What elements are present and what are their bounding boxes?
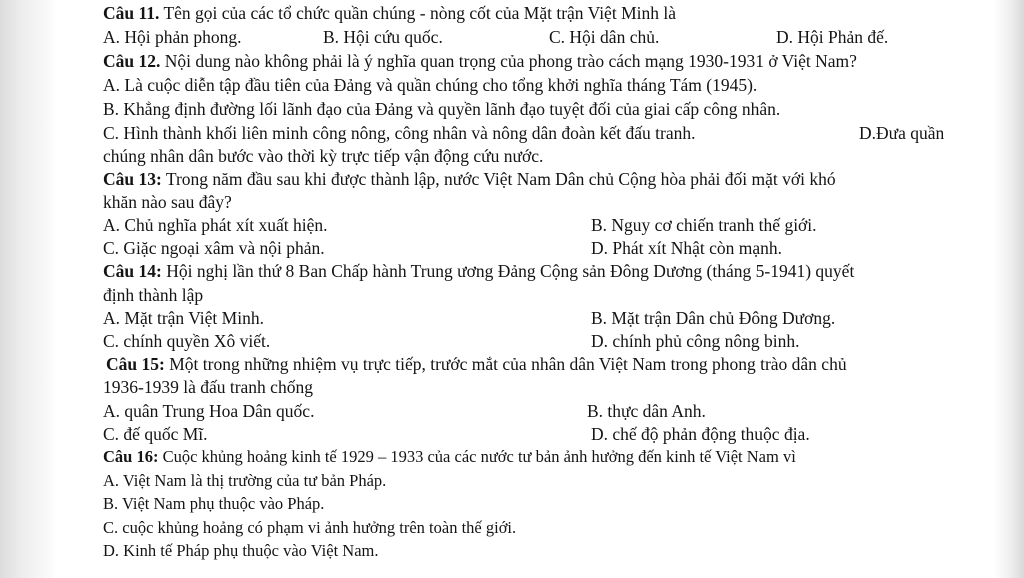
question-16-option-a: A. Việt Nam là thị trường của tư bản Pháp. bbox=[103, 471, 387, 490]
page-left-shadow bbox=[0, 0, 58, 578]
question-11-label: Câu 11. bbox=[103, 3, 160, 23]
question-14-text: Hội nghị lần thứ 8 Ban Chấp hành Trung ương Đảng Cộng sản Đông Dương (tháng 5-1941) quyết bbox=[161, 261, 855, 281]
question-13-label: Câu 13: bbox=[103, 169, 162, 189]
question-12-option-d: D.Đưa quần bbox=[859, 123, 945, 143]
question-16-label: Câu 16: bbox=[103, 447, 159, 466]
question-16-option-c: C. cuộc khủng hoảng có phạm vi ảnh hưởng trên toàn thế giới. bbox=[103, 518, 517, 537]
question-13-option-d: D. Phát xít Nhật còn mạnh. bbox=[591, 238, 783, 258]
question-16-text: Cuộc khủng hoảng kinh tế 1929 – 1933 của các nước tư bản ảnh hưởng đến kinh tế Việt Nam vì bbox=[158, 447, 796, 466]
question-11-option-a: A. Hội phản phong. bbox=[103, 27, 242, 47]
question-14-stem bbox=[103, 260, 854, 282]
question-15-option-a: A. quân Trung Hoa Dân quốc. bbox=[103, 401, 315, 421]
page-right-shadow bbox=[994, 0, 1024, 578]
question-16-stem bbox=[103, 446, 796, 468]
question-14-option-b: B. Mặt trận Dân chủ Đông Dương. bbox=[591, 308, 836, 328]
question-12-text: Nội dung nào không phải là ý nghĩa quan trọng của phong trào cách mạng 1930-1931 ở Việt Nam? bbox=[160, 51, 857, 71]
question-13-stem bbox=[103, 168, 836, 190]
question-15-option-b: B. thực dân Anh. bbox=[587, 401, 706, 421]
question-12-stem bbox=[103, 50, 857, 72]
question-12-option-c: C. Hình thành khối liên minh công nông, công nhân và nông dân đoàn kết đấu tranh. bbox=[103, 123, 696, 143]
question-15-stem bbox=[106, 353, 847, 375]
question-13-option-a: A. Chủ nghĩa phát xít xuất hiện. bbox=[103, 215, 328, 235]
question-15-text: Một trong những nhiệm vụ trực tiếp, trước mắt của nhân dân Việt Nam trong phong trào dân chủ bbox=[164, 354, 847, 374]
question-14-option-c: C. chính quyền Xô viết. bbox=[103, 331, 271, 351]
question-13-text: Trong năm đầu sau khi được thành lập, nước Việt Nam Dân chủ Cộng hòa phải đối mặt với khó bbox=[161, 169, 836, 189]
question-16-option-b: B. Việt Nam phụ thuộc vào Pháp. bbox=[103, 494, 325, 513]
question-11-option-b: B. Hội cứu quốc. bbox=[323, 27, 443, 47]
question-11-stem bbox=[103, 2, 676, 24]
question-12-option-b: B. Khẳng định đường lối lãnh đạo của Đảng và quyền lãnh đạo tuyệt đối của giai cấp công nhân. bbox=[103, 99, 781, 119]
question-13-stem-cont: khăn nào sau đây? bbox=[103, 192, 232, 212]
question-12-option-d-cont: chúng nhân dân bước vào thời kỳ trực tiếp vận động cứu nước. bbox=[103, 146, 544, 166]
question-11-option-d: D. Hội Phản đế. bbox=[776, 27, 889, 47]
question-12-label: Câu 12. bbox=[103, 51, 161, 71]
question-13-option-c: C. Giặc ngoại xâm và nội phản. bbox=[103, 238, 325, 258]
question-15-option-d: D. chế độ phản động thuộc địa. bbox=[591, 424, 810, 444]
question-15-stem-cont: 1936-1939 là đấu tranh chống bbox=[103, 377, 313, 397]
question-11-option-c: C. Hội dân chủ. bbox=[549, 27, 660, 47]
question-14-label: Câu 14: bbox=[103, 261, 162, 281]
question-14-option-a: A. Mặt trận Việt Minh. bbox=[103, 308, 264, 328]
question-15-option-c: C. đế quốc Mĩ. bbox=[103, 424, 208, 444]
question-13-option-b: B. Nguy cơ chiến tranh thế giới. bbox=[591, 215, 817, 235]
question-11-text: Tên gọi của các tổ chức quần chúng - nòng cốt của Mặt trận Việt Minh là bbox=[159, 3, 676, 23]
question-14-stem-cont: định thành lập bbox=[103, 285, 204, 305]
question-14-option-d: D. chính phủ công nông binh. bbox=[591, 331, 800, 351]
question-15-label: Câu 15: bbox=[106, 354, 165, 374]
question-12-option-a: A. Là cuộc diễn tập đầu tiên của Đảng và quần chúng cho tổng khởi nghĩa tháng Tám (1945). bbox=[103, 75, 758, 95]
question-16-option-d: D. Kinh tế Pháp phụ thuộc vào Việt Nam. bbox=[103, 541, 379, 560]
